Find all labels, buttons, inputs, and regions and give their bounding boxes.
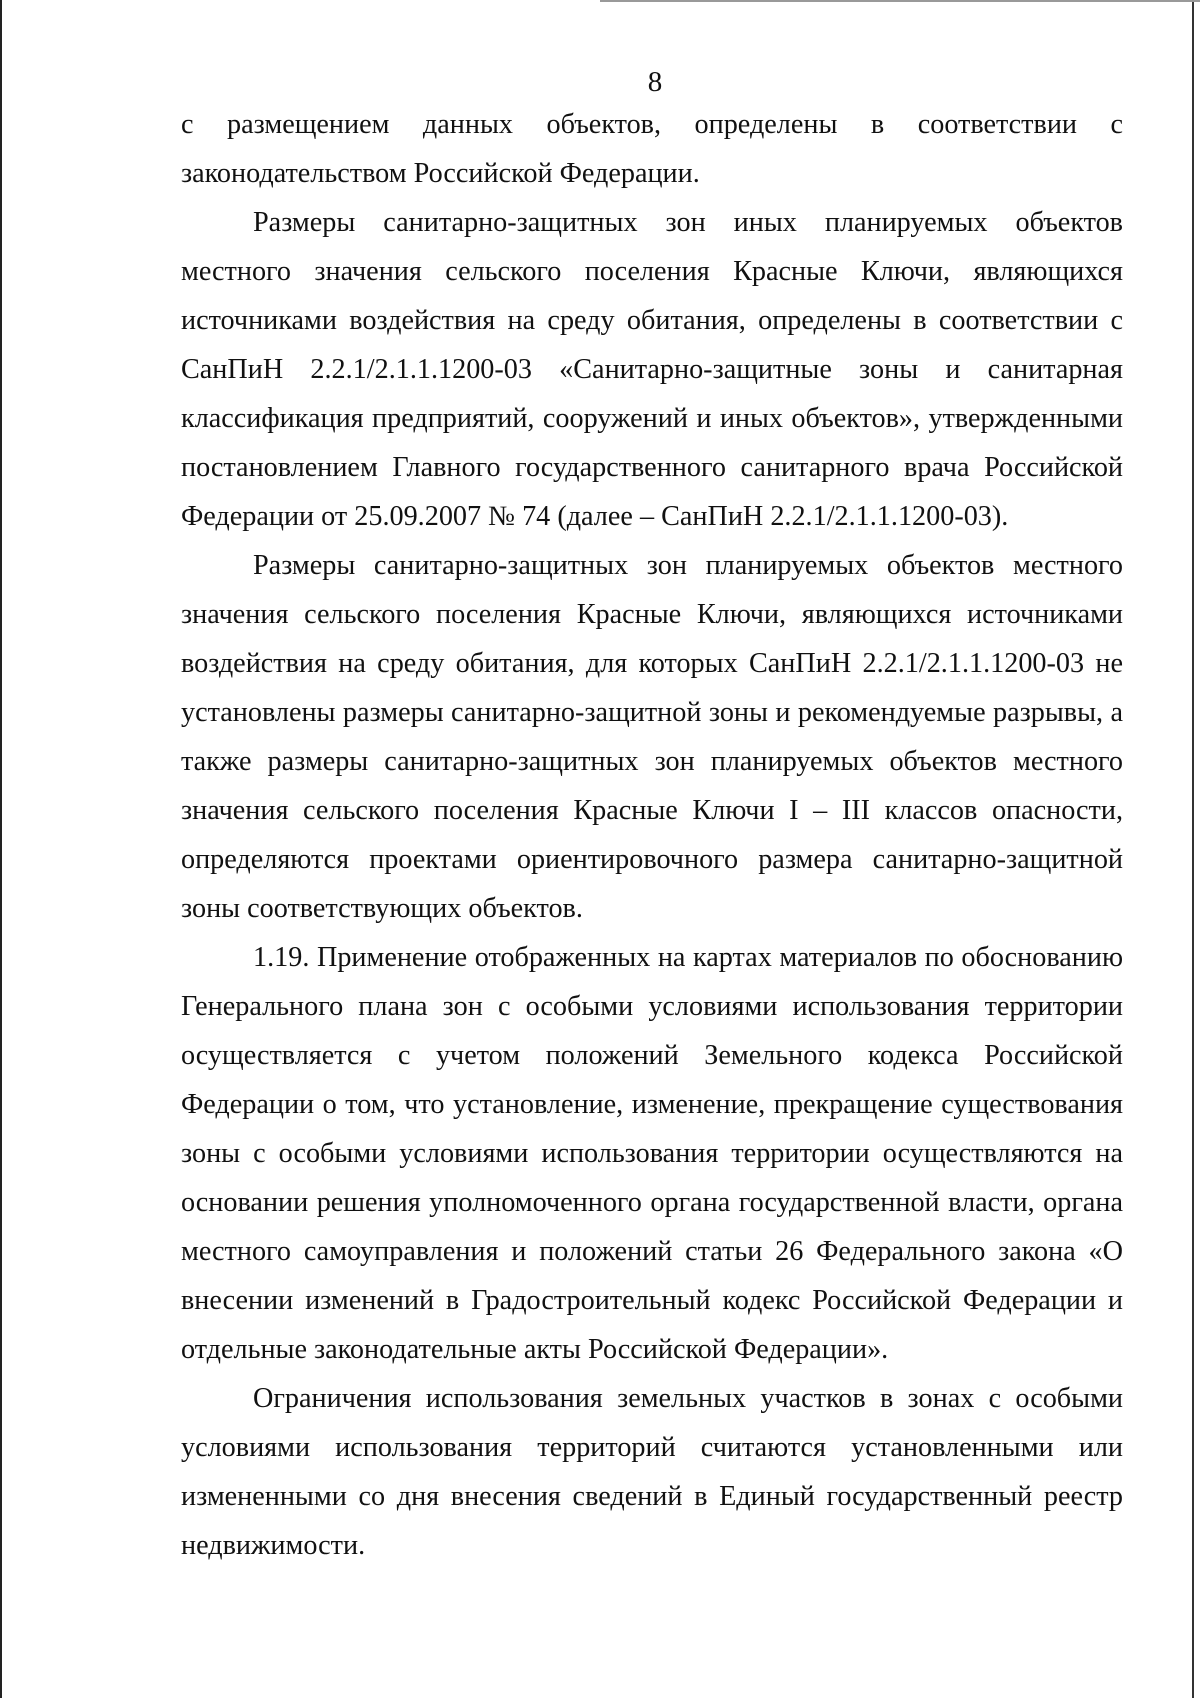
scan-top-edge (600, 0, 1200, 2)
paragraph-continuation: с размещением данных объектов, определены в соответствии с законодательством Российской Федерации. (181, 109, 1123, 189)
document-body (181, 100, 1123, 1570)
scan-right-edge (1192, 0, 1194, 1698)
page-number: 8 (647, 66, 663, 98)
paragraph-sanitary-zones-other: Размеры санитарно-защитных зон иных планируемых объектов местного значения сельского поселения Красные Ключи, являющихся источниками воздействия на среду обитания, определены в соответствии с СанПиН 2.2.1/2.1.1.1200-03 «Санитарно-защитные зоны и санитарная классификация предприятий, сооружений и иных объектов», утвержденными постановлением Главного государственного санитарного врача Российской Федерации от 25.09.2007 № 74 (далее – СанПиН 2.2.1/2.1.1.1200-03). (181, 207, 1123, 532)
paragraph-section-1-19: 1.19. Применение отображенных на картах материалов по обоснованию Генерального плана зон с особыми условиями использования территории осуществляется с учетом положений Земельного кодекса Российской Федерации о том, что установление, изменение, прекращение существования зоны с особыми условиями использования территории осуществляются на основании решения уполномоченного органа государственной власти, органа местного самоуправления и положений статьи 26 Федерального закона «О внесении изменений в Градостроительный кодекс Российской Федерации и отдельные законодательные акты Российской Федерации». (181, 942, 1123, 1365)
paragraph-land-restrictions: Ограничения использования земельных участков в зонах с особыми условиями использования территорий считаются установленными или измененными со дня внесения сведений в Единый государственный реестр недвижимости. (181, 1383, 1123, 1561)
scan-left-edge (0, 0, 2, 1698)
paragraph-sanitary-zones-projects: Размеры санитарно-защитных зон планируемых объектов местного значения сельского поселения Красные Ключи, являющихся источниками воздействия на среду обитания, для которых СанПиН 2.2.1/2.1.1.1200-03 не установлены размеры санитарно-защитной зоны и рекомендуемые разрывы, а также размеры санитарно-защитных зон планируемых объектов местного значения сельского поселения Красные Ключи I – III классов опасности, определяются проектами ориентировочного размера санитарно-защитной зоны соответствующих объектов. (181, 550, 1123, 924)
